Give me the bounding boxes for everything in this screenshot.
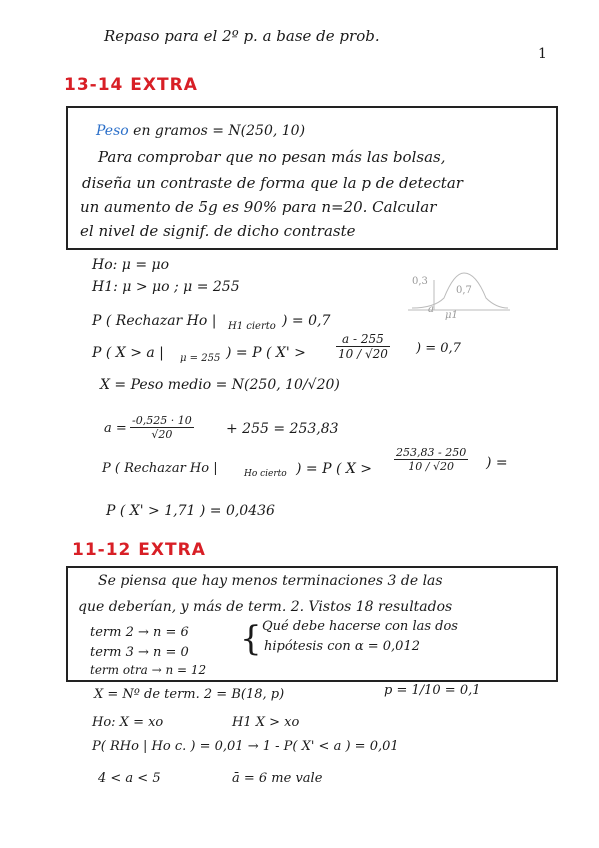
problem2-brace: {: [240, 619, 262, 659]
problem2-line-2: que deberían, y más de term. 2. Vistos 18 resultados: [78, 599, 453, 615]
p-xa-left: P ( X > a |: [92, 345, 164, 361]
problem-line-4: un aumento de 5g es 90% para n=20. Calcular: [80, 198, 437, 216]
problem-box-1: [66, 106, 558, 250]
a-calc-numerator: -0,525 · 10: [132, 414, 192, 427]
hypothesis2-h1: H1 X > xo: [232, 715, 300, 730]
problem-line-5: el nivel de signif. de dicho contraste: [80, 222, 356, 240]
x-definition-2: X = Nº de term. 2 = B(18, p): [94, 687, 285, 702]
sketch-label-left: 0,3: [412, 276, 428, 287]
problem-line-3: diseña un contraste de forma que la p de detectar: [82, 174, 463, 192]
problem-line-2: Para comprobar que no pesan más las bolsas,: [98, 148, 446, 166]
problem2-line-1: Se piensa que hay menos terminaciones 3 de las: [98, 573, 443, 589]
p-alpha-subscript: Ho cierto: [244, 469, 287, 479]
p-xa-fraction: [336, 332, 390, 361]
p-alpha-fraction: [394, 446, 468, 473]
p-alpha-numerator: 253,83 - 250: [396, 446, 467, 459]
problem2-question-2: hipótesis con α = 0,012: [264, 639, 420, 654]
range: 4 < a < 5: [98, 771, 161, 786]
a-calc-right: + 255 = 253,83: [226, 421, 339, 437]
p-reject-left: P ( Rechazar Ho |: [92, 313, 217, 329]
x-definition-1: X = Peso medio = N(250, 10/√20): [100, 377, 340, 393]
problem-line-1-rest: en gramos = N(250, 10): [133, 123, 306, 139]
sketch-label-right: 0,7: [456, 285, 472, 296]
p-reject-subscript: H1 cierto: [228, 321, 276, 332]
p-alpha-denominator: 10 / √20: [408, 460, 454, 473]
a-calc-left: a =: [104, 421, 127, 436]
problem2-question-1: Qué debe hacerse con las dos: [262, 619, 458, 634]
a-calc-denominator: √20: [151, 428, 173, 441]
p-xa-mid: ) = P ( X' >: [226, 345, 306, 361]
p-alpha-left: P ( Rechazar Ho |: [102, 461, 218, 476]
problem2-case-2: term 3 → n = 0: [90, 645, 189, 660]
page-title: Repaso para el 2º p. a base de prob.: [104, 27, 380, 45]
hypothesis-h1: H1: μ > μo ; μ = 255: [92, 279, 240, 295]
p-value: p = 1/10 = 0,1: [384, 683, 481, 698]
p-reject-right: ) = 0,7: [282, 313, 331, 329]
conclusion: ā = 6 me vale: [232, 771, 323, 786]
problem-word-peso: Peso: [96, 123, 129, 139]
p-alpha-right: ) =: [486, 455, 508, 471]
p-xa-numerator: a - 255: [336, 332, 390, 347]
p-alpha-mid: ) = P ( X >: [296, 461, 373, 477]
page-number: 1: [538, 46, 547, 62]
p-xa-subscript: μ = 255: [180, 353, 221, 364]
problem-box-2: [66, 566, 558, 682]
sketch-label-a: a: [428, 304, 434, 315]
p-reject-2: P( RHo | Ho c. ) = 0,01 → 1 - P( X' < a ) = 0,01: [92, 739, 399, 754]
hypothesis2-h0: Ho: X = xo: [92, 715, 164, 730]
sketch-label-mu: μ1: [445, 310, 458, 321]
p-final: P ( X' > 1,71 ) = 0,0436: [106, 503, 275, 519]
section-heading-13-14: 13-14 EXTRA: [64, 75, 198, 95]
hypothesis-h0: Ho: μ = μo: [92, 257, 170, 273]
p-xa-right: ) = 0,7: [416, 341, 461, 356]
section-heading-11-12: 11-12 EXTRA: [72, 540, 206, 560]
problem2-case-3: term otra → n = 12: [90, 663, 207, 677]
problem-line-1: [96, 124, 305, 138]
a-calc-fraction: [130, 414, 194, 441]
problem2-case-1: term 2 → n = 6: [90, 625, 189, 640]
p-xa-denominator: 10 / √20: [338, 347, 388, 361]
